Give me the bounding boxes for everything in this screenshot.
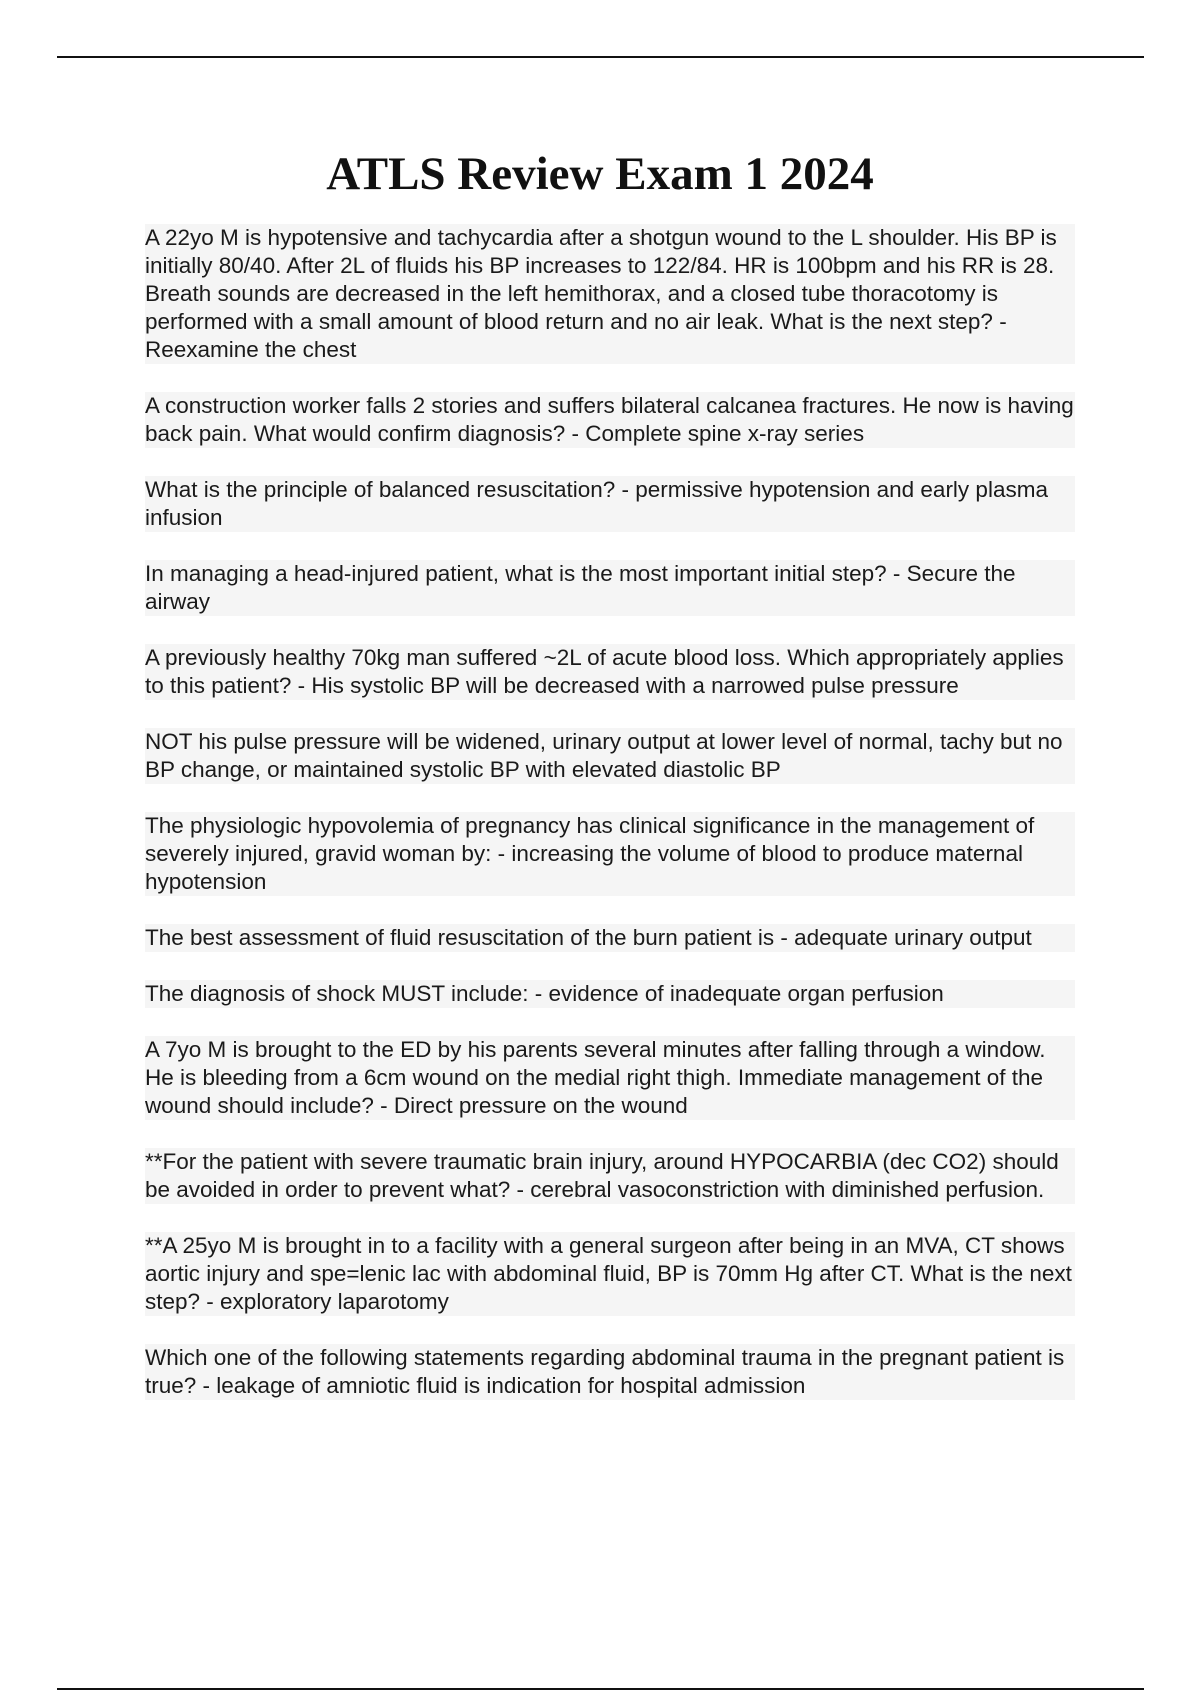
qa-item: Which one of the following statements regarding abdominal trauma in the pregnant patient is true? - leakage of amniotic fluid is indication for hospital admission: [145, 1344, 1075, 1400]
footer-rule: [57, 1688, 1144, 1690]
qa-item: **For the patient with severe traumatic brain injury, around HYPOCARBIA (dec CO2) should be avoided in order to prevent what? - cerebral vasoconstriction with diminished perfusion.: [145, 1148, 1075, 1204]
qa-list: [145, 224, 1075, 1428]
qa-item: A construction worker falls 2 stories and suffers bilateral calcanea fractures. He now is having back pain. What would confirm diagnosis? - Complete spine x-ray series: [145, 393, 1074, 446]
qa-item: **A 25yo M is brought in to a facility with a general surgeon after being in an MVA, CT shows aortic injury and spe=lenic lac with abdominal fluid, BP is 70mm Hg after CT. What is the next step? - exploratory laparotomy: [145, 1232, 1075, 1316]
page-title: ATLS Review Exam 1 2024: [326, 148, 874, 200]
qa-item: In managing a head-injured patient, what is the most important initial step? - Secure the airway: [145, 560, 1075, 616]
qa-item: The physiologic hypovolemia of pregnancy has clinical significance in the management of severely injured, gravid woman by: - increasing the volume of blood to produce maternal hypotension: [145, 812, 1075, 896]
qa-item: What is the principle of balanced resuscitation? - permissive hypotension and early plasma infusion: [145, 476, 1075, 532]
qa-item: A 7yo M is brought to the ED by his parents several minutes after falling through a window. He is bleeding from a 6cm wound on the medial right thigh. Immediate management of the wound should include? - Direct pressure on the wound: [145, 1036, 1075, 1120]
qa-item: A previously healthy 70kg man suffered ~2L of acute blood loss. Which appropriately applies to this patient? - His systolic BP will be decreased with a narrowed pulse pressure: [145, 644, 1075, 700]
qa-item: The diagnosis of shock MUST include: - evidence of inadequate organ perfusion: [145, 980, 1075, 1008]
qa-item: NOT his pulse pressure will be widened, urinary output at lower level of normal, tachy but no BP change, or maintained systolic BP with elevated diastolic BP: [145, 728, 1075, 784]
header-rule: [57, 56, 1144, 58]
qa-item: A 22yo M is hypotensive and tachycardia after a shotgun wound to the L shoulder. His BP is initially 80/40. After 2L of fluids his BP increases to 122/84. HR is 100bpm and his RR is 28. Breath sounds are decreased in the left hemithorax, and a closed tube thoracotomy is performed with a small amount of blood return and no air leak. What is the next step? - Reexamine the chest: [145, 224, 1075, 364]
qa-item: The best assessment of fluid resuscitation of the burn patient is - adequate urinary output: [145, 924, 1075, 952]
